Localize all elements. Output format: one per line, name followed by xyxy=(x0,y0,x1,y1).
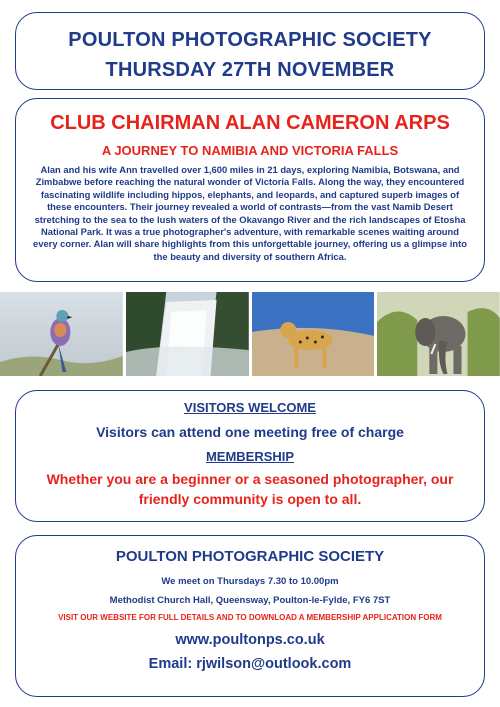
leopard-photo xyxy=(252,292,375,376)
email-link[interactable]: Email: rjwilson@outlook.com xyxy=(148,656,352,672)
talk-title: A JOURNEY TO NAMIBIA AND VICTORIA FALLS xyxy=(101,143,399,158)
header-box xyxy=(15,12,485,90)
visitors-box xyxy=(15,390,485,522)
contact-title: POULTON PHOTOGRAPHIC SOCIETY xyxy=(115,548,385,565)
website-link[interactable]: www.poultonps.co.uk xyxy=(175,632,325,648)
talk-description: Alan and his wife Ann travelled over 1,600 miles in 21 days, exploring Namibia, Botswana, and Zimbabwe before reaching the natural wonder of Victoria Falls. Along the way, they encountered fascinating wildlife including hippos, elephants, and leopards, and captured superb images of these encounters. Their journey revealed a world of contrasts—from the vast Namib Desert stretching to the sea to the lush waters of the Okavango River and the rich landscapes of Etosha National Park. It was a true photographer's adventure, with remarkable scenes waiting around every corner. Alan will share highlights from this unforgettable journey, offering us a glimpse into the beauty and diversity of southern Africa. xyxy=(33,164,467,262)
talk-box xyxy=(15,98,485,282)
membership-text: Whether you are a beginner or a seasoned photographer, our friendly community is open to all. xyxy=(46,471,454,507)
membership-heading: MEMBERSHIP xyxy=(205,449,295,464)
bird-photo xyxy=(0,292,123,376)
venue-address: Methodist Church Hall, Queensway, Poulton-le-Fylde, FY6 7ST xyxy=(109,595,391,606)
meeting-times: We meet on Thursdays 7.30 to 10.00pm xyxy=(161,576,339,587)
website-note: VISIT OUR WEBSITE FOR FULL DETAILS AND TO DOWNLOAD A MEMBERSHIP APPLICATION FORM xyxy=(58,613,442,622)
photo-strip xyxy=(0,292,500,376)
speaker-name: CLUB CHAIRMAN ALAN CAMERON ARPS xyxy=(50,112,450,134)
visitors-heading: VISITORS WELCOME xyxy=(184,400,316,415)
visitors-text: Visitors can attend one meeting free of charge xyxy=(96,424,404,440)
meeting-date: THURSDAY 27TH NOVEMBER xyxy=(105,59,395,81)
waterfall-photo xyxy=(126,292,249,376)
society-name: POULTON PHOTOGRAPHIC SOCIETY xyxy=(68,29,432,51)
elephant-photo xyxy=(377,292,500,376)
contact-box xyxy=(15,535,485,697)
